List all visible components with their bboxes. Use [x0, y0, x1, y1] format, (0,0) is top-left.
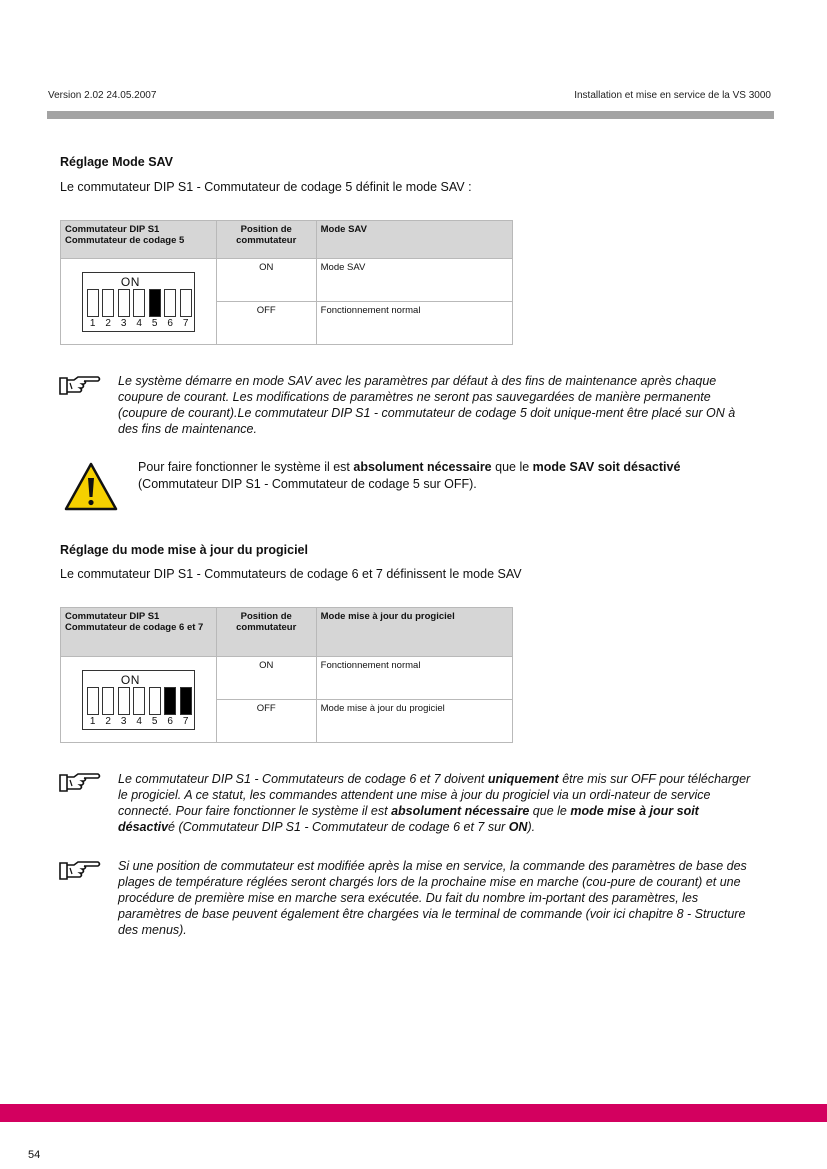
table-header-switch — [61, 221, 217, 259]
warning-icon — [64, 462, 118, 512]
note-text-bold: uniquement — [487, 772, 559, 786]
dip-table-sav — [60, 220, 513, 345]
dip-switch-number: 5 — [151, 317, 158, 329]
table-header-mode: Mode mise à jour du progiciel — [316, 608, 512, 657]
header-version: Version 2.02 24.05.2007 — [48, 90, 157, 101]
dip-switch-on-label: ON — [120, 274, 140, 289]
table-header-position: Position de commutateur — [216, 221, 316, 259]
table-cell-mode: Mode mise à jour du progiciel — [316, 700, 512, 743]
header-document-title: Installation et mise en service de la VS 3000 — [574, 90, 771, 101]
note-text-part: que le — [529, 804, 571, 818]
note-firmware-update — [118, 771, 758, 835]
dip-switch-number: 2 — [105, 317, 111, 329]
dip-switch-6 — [164, 687, 176, 715]
table-cell-position: ON — [216, 657, 316, 700]
note-text-part: Le commutateur DIP S1 - Commutateurs de codage 6 et 7 doivent — [118, 772, 488, 786]
note-text-bold: absolument nécessaire — [391, 804, 530, 818]
section-title-firmware: Réglage du mode mise à jour du progiciel — [60, 543, 308, 557]
table-cell-mode: Fonctionnement normal — [316, 657, 512, 700]
dip-switch-6 — [164, 289, 176, 317]
dip-switch-3 — [118, 289, 130, 317]
warning-text-part: Pour faire fonctionner le système il est — [138, 460, 354, 474]
warning-text-bold: absolument nécessaire — [353, 460, 492, 474]
warning-text-bold: mode SAV soit désactivé — [532, 460, 681, 474]
table-cell-position: ON — [216, 259, 316, 302]
table-header-switch — [61, 608, 217, 657]
dip-switch-2 — [102, 289, 114, 317]
note-text-part: é (Commutateur DIP S1 - Commutateur de codage 6 et 7 sur — [168, 820, 509, 834]
dip-switch-7 — [180, 687, 192, 715]
dip-switch-graphic — [82, 670, 195, 730]
dip-switch-number: 3 — [120, 715, 127, 727]
dip-switch-number: 7 — [182, 715, 189, 727]
dip-switch-graphic — [82, 272, 195, 332]
dip-switch-number: 1 — [89, 715, 96, 727]
dip-switch-number: 4 — [136, 715, 142, 727]
note-text-part: être mis sur OFF pour télécharger le progiciel. A ce statut, les commandes attendent une mise à jour du progiciel via un ordi-nateur de service connecté. Pour faire fonctionner le système il est — [118, 772, 751, 818]
table-cell-position: OFF — [216, 700, 316, 743]
dip-switch-number: 6 — [167, 715, 173, 727]
section-intro-sav: Le commutateur DIP S1 - Commutateur de codage 5 définit le mode SAV : — [60, 180, 472, 194]
section-title-sav: Réglage Mode SAV — [60, 155, 173, 169]
dip-switch-7 — [180, 289, 192, 317]
header-line: Commutateur de codage 6 et 7 — [65, 622, 204, 633]
warning-text — [138, 459, 758, 493]
note-text-bold: ON — [508, 820, 528, 834]
section-intro-firmware: Le commutateur DIP S1 - Commutateurs de codage 6 et 7 définissent le mode SAV — [60, 567, 522, 581]
table-header-mode: Mode SAV — [316, 221, 512, 259]
header-line: Commutateur DIP S1 — [65, 611, 160, 622]
header-line: Commutateur DIP S1 — [65, 224, 160, 235]
pointing-hand-icon — [58, 374, 102, 398]
note-text-bold: mode mise à jour soit désactiv — [118, 804, 699, 834]
dip-switch-number: 6 — [167, 317, 173, 329]
dip-switch-5 — [149, 687, 161, 715]
dip-switch-4 — [133, 289, 145, 317]
dip-switch-3 — [118, 687, 130, 715]
dip-switch-number: 4 — [136, 317, 142, 329]
dip-table-firmware — [60, 607, 513, 743]
dip-switch-cell — [61, 657, 217, 743]
pointing-hand-icon — [58, 859, 102, 883]
note-sav-maintenance: Le système démarre en mode SAV avec les paramètres par défaut à des fins de maintenance après chaque coupure de courant. Les modifications de paramètres ne seront pas sauvegardées de manière permanente (coupure de courant).Le commutateur DIP S1 - commutateur de codage 5 doit unique-ment être placé sur ON à des fins de maintenance. — [118, 374, 736, 436]
dip-switch-5 — [149, 289, 161, 317]
dip-switch-1 — [87, 687, 99, 715]
dip-switch-number: 5 — [151, 715, 158, 727]
header-line: Commutateur de codage 5 — [65, 235, 185, 246]
warning-text-part: (Commutateur DIP S1 - Commutateur de codage 5 sur OFF). — [138, 477, 477, 491]
page-number: 54 — [28, 1149, 41, 1161]
dip-switch-number: 3 — [120, 317, 127, 329]
dip-switch-cell — [61, 259, 217, 345]
dip-switch-on-label: ON — [120, 672, 140, 687]
header-divider — [47, 111, 774, 119]
table-cell-position: OFF — [216, 302, 316, 345]
table-cell-mode: Fonctionnement normal — [316, 302, 512, 345]
footer-accent-bar — [0, 1104, 827, 1122]
dip-switch-1 — [87, 289, 99, 317]
dip-switch-2 — [102, 687, 114, 715]
note-text-part: ). — [527, 820, 536, 834]
table-cell-mode: Mode SAV — [316, 259, 512, 302]
dip-switch-4 — [133, 687, 145, 715]
dip-switch-number: 7 — [182, 317, 189, 329]
table-header-position: Position de commutateur — [216, 608, 316, 657]
note-switch-change: Si une position de commutateur est modifiée après la mise en service, la commande des paramètres de base des plages de température réglées seront chargés lors de la prochaine mise en marche (cou-pure de courant) et une procédure de première mise en marche sera exécutée. Du fait du nombre im-portant des paramètres, les paramètres de base peuvent également être chargées via le terminal de commande (voir ici chapitre 8 - Structure des menus). — [118, 859, 747, 937]
warning-text-part: que le — [491, 460, 533, 474]
dip-switch-number: 1 — [89, 317, 96, 329]
pointing-hand-icon — [58, 771, 102, 795]
dip-switch-number: 2 — [105, 715, 111, 727]
